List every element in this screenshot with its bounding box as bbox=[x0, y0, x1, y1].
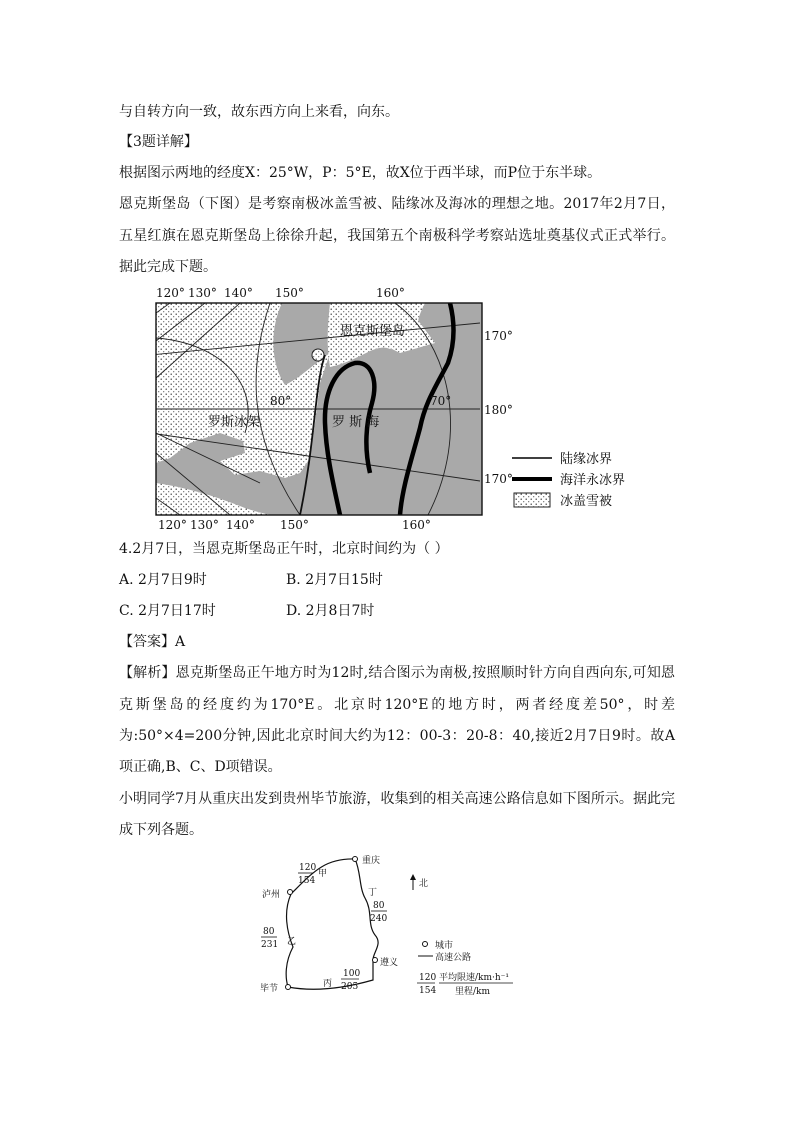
top-lon-130: 130° bbox=[188, 286, 217, 300]
seg-bing-speed: 100 bbox=[343, 969, 361, 979]
option-d: D. 2月8日7时 bbox=[286, 603, 375, 619]
legend-distance-label: 里程/km bbox=[455, 987, 491, 997]
label-enksburg-island: 恩克斯堡岛 bbox=[340, 324, 406, 339]
seg-ding-name: 丁 bbox=[368, 888, 378, 898]
bottom-lon-120: 120° bbox=[158, 518, 187, 532]
seg-yi-speed: 80 bbox=[263, 927, 275, 937]
top-lon-150: 150° bbox=[275, 286, 304, 300]
answer: 【答案】A bbox=[119, 634, 186, 650]
label-ross-sea: 罗 斯 海 bbox=[332, 415, 380, 430]
option-b: B. 2月7日15时 bbox=[286, 572, 383, 588]
top-lon-160: 160° bbox=[376, 286, 405, 300]
top-lon-120: 120° bbox=[156, 286, 185, 300]
seg-ding-speed: 80 bbox=[373, 901, 385, 911]
label-ross-ice-shelf: 罗斯冰架 bbox=[208, 415, 261, 430]
explanation-line-4: 项正确,B、C、D项错误。 bbox=[119, 759, 282, 775]
option-a: A. 2月7日9时 bbox=[119, 572, 207, 588]
question-4: 4.2月7日，当恩克斯堡岛正午时，北京时间约为（ ） bbox=[119, 541, 449, 557]
north-label: 北 bbox=[419, 879, 429, 889]
seg-yi-km: 231 bbox=[261, 940, 279, 950]
text-line-1: 与自转方向一致，故东西方向上来看，向东。 bbox=[119, 104, 399, 120]
legend-highway: 高速公路 bbox=[435, 953, 472, 963]
bottom-lon-130: 130° bbox=[190, 518, 219, 532]
option-c: C. 2月7日17时 bbox=[119, 603, 216, 619]
legend-frac-top: 120 bbox=[419, 973, 437, 983]
city-bijie: 毕节 bbox=[260, 984, 279, 994]
passage-2-line-1: 小明同学7月从重庆出发到贵州毕节旅游，收集到的相关高速公路信息如下图所示。据此完 bbox=[119, 791, 675, 807]
seg-jia-km: 154 bbox=[298, 876, 316, 886]
legend-city: 城市 bbox=[435, 941, 454, 951]
section-heading-3: 【3题详解】 bbox=[119, 134, 198, 150]
legend-speed-label: 平均限速/km·h⁻¹ bbox=[439, 973, 510, 983]
ice-cover-islet bbox=[312, 349, 324, 361]
bottom-lon-160: 160° bbox=[402, 518, 431, 532]
right-lat-170-top: 170° bbox=[484, 329, 513, 343]
explanation-line-3: 为:50°×4=200分钟,因此北京时间大约为12：00-3：20-8：40,接近2月7日9时。故A bbox=[119, 728, 675, 744]
road-legend bbox=[417, 939, 513, 997]
bottom-lon-150: 150° bbox=[280, 518, 309, 532]
seg-jia-speed: 120 bbox=[299, 863, 317, 873]
legend-shelf-line: 陆缘冰界 bbox=[560, 452, 613, 467]
city-bijie-marker bbox=[286, 985, 291, 990]
right-lat-180: 180° bbox=[484, 403, 513, 417]
legend-ice-cover: 冰盖雪被 bbox=[560, 494, 613, 509]
seg-bing-km: 205 bbox=[341, 982, 359, 992]
seg-yi-name: 乙 bbox=[287, 937, 297, 947]
city-chongqing: 重庆 bbox=[362, 856, 381, 866]
north-arrow-icon bbox=[410, 874, 416, 890]
ross-sea-map bbox=[150, 283, 640, 533]
city-zunyi: 遵义 bbox=[380, 958, 399, 968]
highway-route-map bbox=[255, 852, 535, 1002]
passage-2-line-2: 成下列各题。 bbox=[119, 822, 203, 838]
lat-label-70: 70° bbox=[430, 394, 452, 408]
seg-bing-name: 丙 bbox=[323, 979, 333, 989]
text-line-5: 五星红旗在恩克斯堡岛上徐徐升起，我国第五个南极科学考察站选址奠基仪式正式举行。 bbox=[119, 228, 675, 244]
lat-label-80: 80° bbox=[270, 394, 292, 408]
text-line-6: 据此完成下题。 bbox=[119, 259, 217, 275]
legend-sea-ice-line: 海洋永冰界 bbox=[560, 473, 626, 488]
bottom-lon-140: 140° bbox=[226, 518, 255, 532]
text-line-4: 恩克斯堡岛（下图）是考察南极冰盖雪被、陆缘冰及海冰的理想之地。2017年2月7日， bbox=[119, 196, 675, 212]
legend-frac-bottom: 154 bbox=[419, 986, 437, 996]
seg-jia-name: 甲 bbox=[318, 869, 328, 879]
city-chongqing-marker bbox=[353, 857, 358, 862]
top-lon-140: 140° bbox=[224, 286, 253, 300]
seg-ding-km: 240 bbox=[370, 914, 388, 924]
right-lat-170-bottom: 170° bbox=[484, 472, 513, 486]
text-line-3: 根据图示两地的经度X：25°W，P：5°E，故X位于西半球，而P位于东半球。 bbox=[119, 165, 602, 181]
map-legend bbox=[512, 451, 625, 509]
city-zunyi-marker bbox=[373, 958, 378, 963]
explanation-line-2: 克斯堡岛的经度约为170°E。北京时120°E的地方时，两者经度差50°，时差 bbox=[119, 697, 675, 713]
city-luzhou-marker bbox=[288, 890, 293, 895]
city-luzhou: 泸州 bbox=[262, 890, 281, 900]
explanation-line-1: 【解析】恩克斯堡岛正午地方时为12时,结合图示为南极,按照顺时针方向自西向东,可知恩 bbox=[119, 665, 675, 681]
